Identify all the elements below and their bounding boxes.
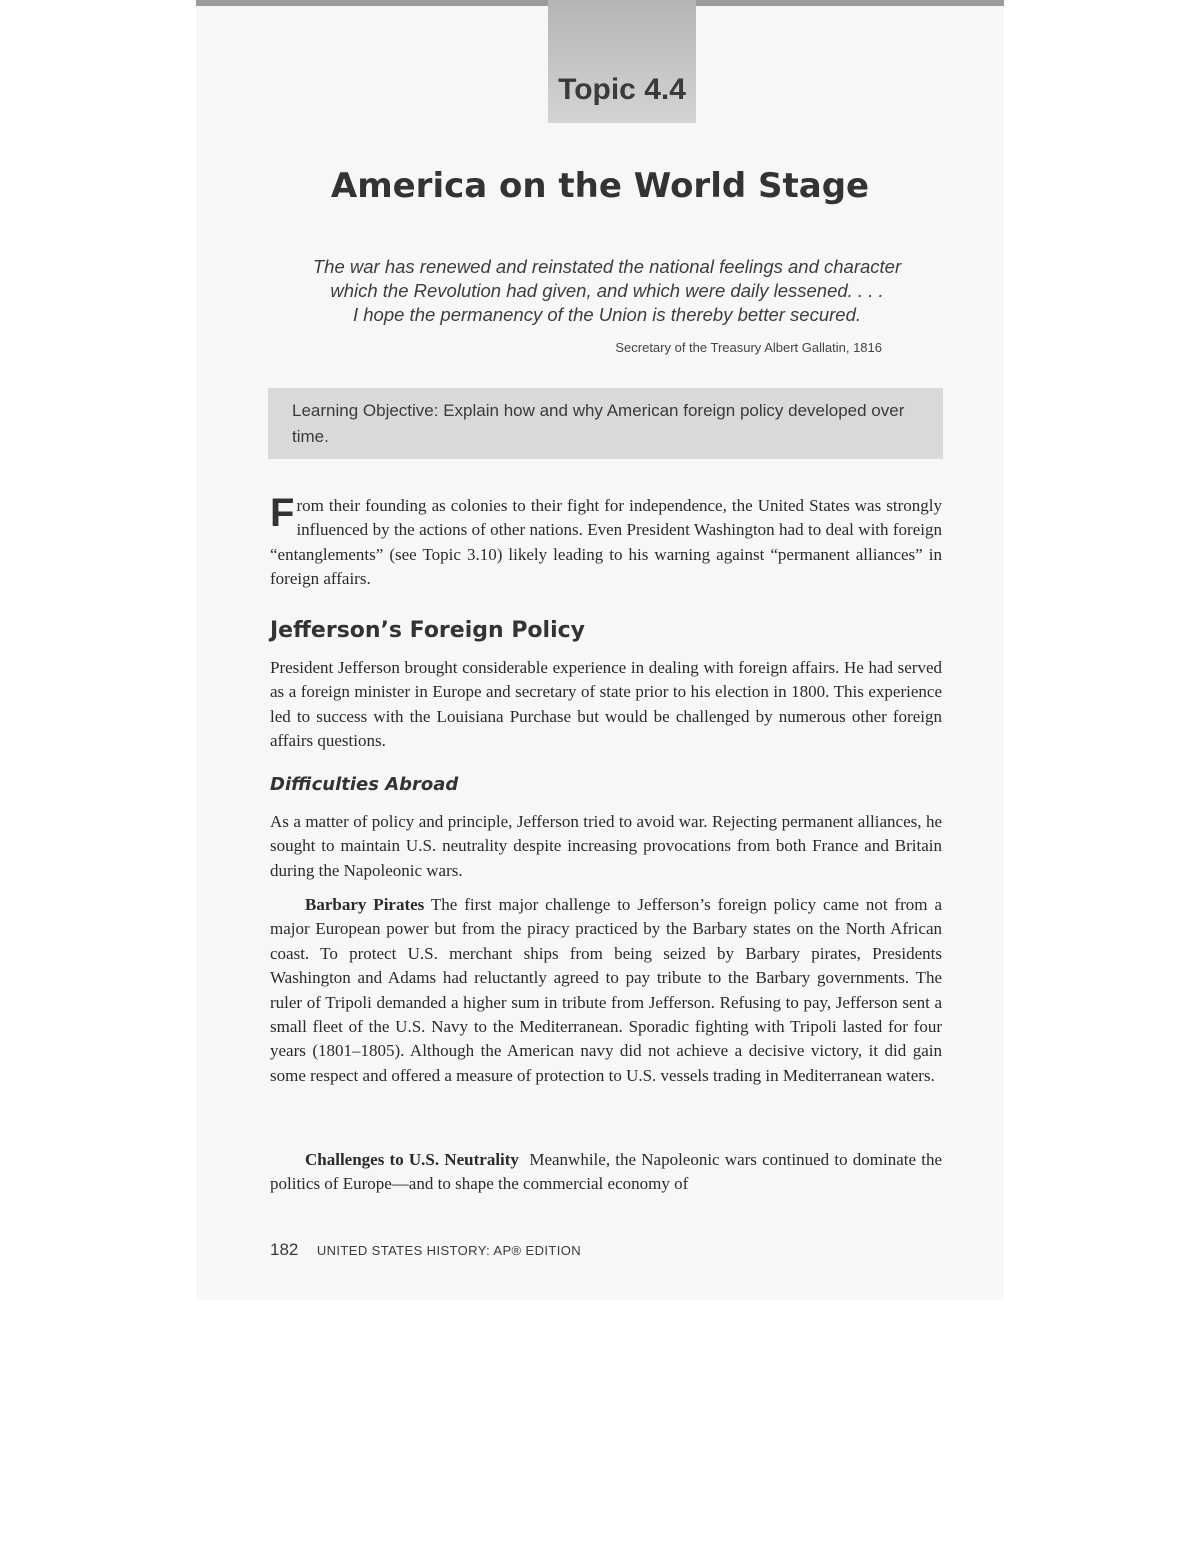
neutrality-paragraph <box>270 1148 942 1197</box>
section-heading: Jefferson’s Foreign Policy <box>270 618 586 643</box>
intro-text: rom their founding as colonies to their fight for independence, the United States was strongly influenced by the actions of other nations. Even President Washington had to deal with foreign “entanglements” (see Topic 3.10) likely leading to his warning against “permanent alliances” in foreign affairs. <box>270 496 942 589</box>
topic-tab <box>548 0 696 123</box>
neutrality-runin-heading: Challenges to U.S. Neutrality <box>305 1150 519 1169</box>
page-footer <box>270 1240 581 1260</box>
page-number: 182 <box>270 1240 299 1259</box>
learning-objective-label: Learning Objective: <box>292 401 439 420</box>
epigraph-line: I hope the permanency of the Union is thereby better secured. <box>352 304 862 325</box>
drop-cap: F <box>270 491 295 535</box>
epigraph-line: which the Revolution had given, and which were daily lessened. . . . <box>330 280 884 301</box>
epigraph-attribution: Secretary of the Treasury Albert Gallatin, 1816 <box>615 340 882 355</box>
topic-label: Topic 4.4 <box>558 73 686 106</box>
intro-paragraph <box>270 491 942 592</box>
barbary-paragraph <box>270 893 942 1088</box>
learning-objective-box <box>268 388 943 459</box>
barbary-runin-heading: Barbary Pirates <box>305 895 425 914</box>
epigraph-quote <box>262 255 952 327</box>
policy-paragraph: As a matter of policy and principle, Jefferson tried to avoid war. Rejecting permanent alliances, he sought to maintain U.S. neutrality despite increasing provocations from both France and Britain during the Napoleonic wars. <box>270 812 942 880</box>
neutrality-text: Meanwhile, the Napoleonic wars continued to dominate the politics of Europe—and to shape the commercial economy of <box>270 1150 942 1194</box>
barbary-text: The first major challenge to Jefferson’s foreign policy came not from a major European power but from the piracy practiced by the Barbary states on the North African coast. To protect U.S. merchant ships from being seized by Barbary pirates, Presidents Washington and Adams had reluctantly agreed to pay tribute to the Barbary governments. The ruler of Tripoli demanded a higher sum in tribute from Jefferson. Refusing to pay, Jefferson sent a small fleet of the U.S. Navy to the Mediterranean. Sporadic fighting with Tripoli lasted for four years (1801–1805). Although the American navy did not achieve a decisive victory, it did gain some respect and offered a measure of protection to U.S. vessels trading in Mediterranean waters. <box>270 895 943 1085</box>
page-title: America on the World Stage <box>330 166 870 206</box>
subsection-heading: Difficulties Abroad <box>270 774 459 795</box>
epigraph-line: The war has renewed and reinstated the national feelings and character <box>312 256 902 277</box>
section-paragraph: President Jefferson brought considerable experience in dealing with foreign affairs. He had served as a foreign minister in Europe and secretary of state prior to his election in 1800. This experience led to success with the Louisiana Purchase but would be challenged by numerous other foreign affairs questions. <box>270 658 942 751</box>
running-title: UNITED STATES HISTORY: AP® EDITION <box>316 1243 582 1258</box>
learning-objective-text: Explain how and why American foreign policy developed over time. <box>292 401 905 446</box>
